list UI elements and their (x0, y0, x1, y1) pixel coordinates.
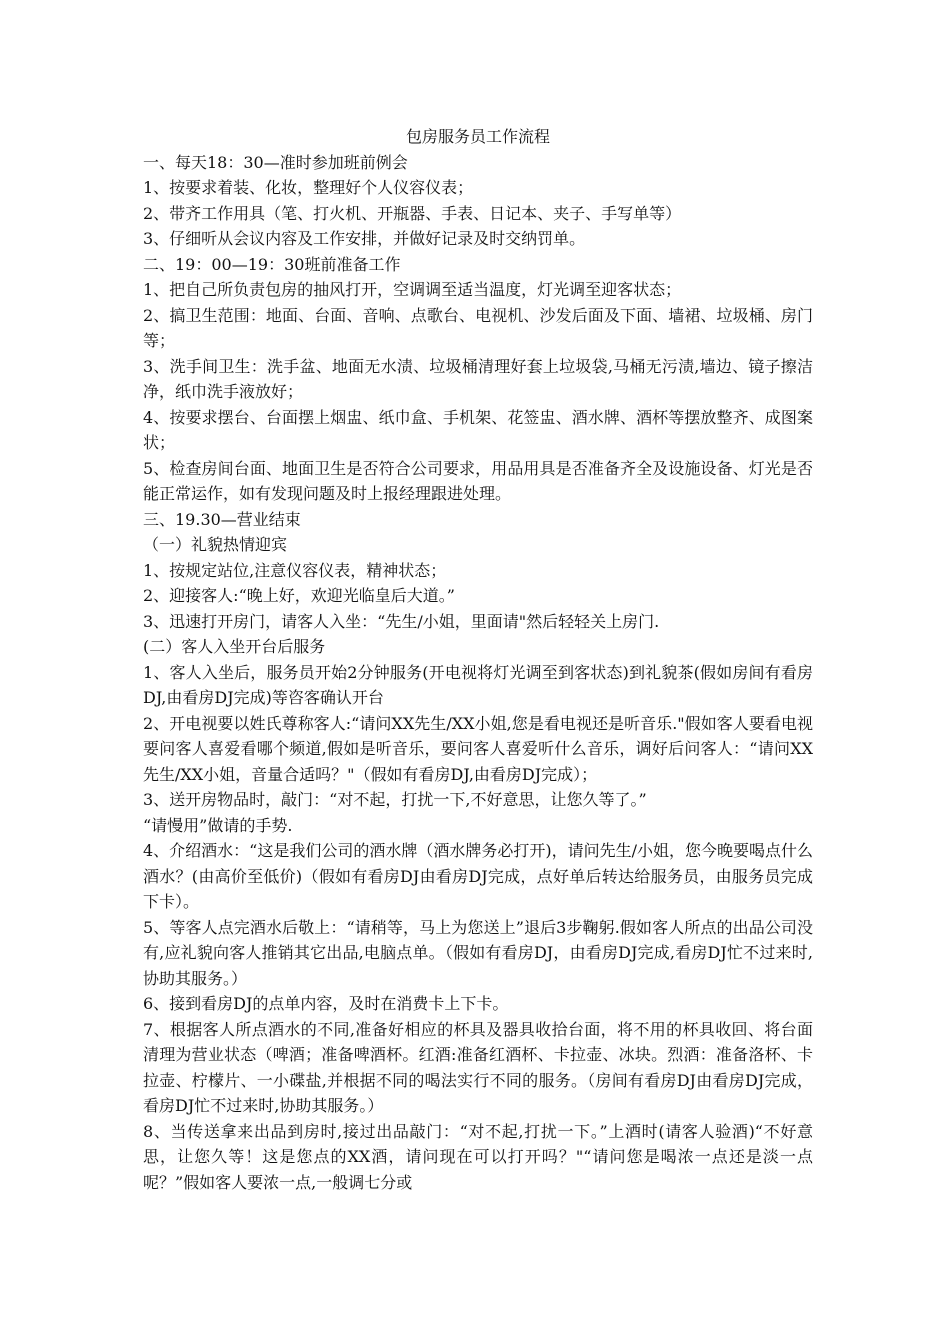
section-heading: 二、19：00—19：30班前准备工作 (143, 254, 401, 274)
paragraph: 3、迅速打开房门，请客人入坐：“先生/小姐，里面请"然后轻轻关上房门. (143, 611, 660, 631)
paragraph: 6、接到看房DJ的点单内容，及时在消费卡上下卡。 (143, 994, 509, 1013)
subsection-heading: (二）客人入坐开台后服务 (143, 637, 326, 656)
paragraph: 8、当传送拿来出品到房时,接过出品敲门：“对不起,打扰一下。”上酒时(请客人验酒)“不好意思，让您久等！这是您点的XX酒，请问现在可以打开吗？"“请问您是喝浓一点还是淡一点呢？”假如客人要浓一点,一般调七分或 (143, 1121, 813, 1192)
subsection-heading: （一）礼貌热情迎宾 (143, 535, 288, 554)
document-page (143, 124, 813, 1195)
paragraph: 3、洗手间卫生：洗手盆、地面无水渍、垃圾桶清理好套上垃圾袋,马桶无污渍,墙边、镜子擦洁净，纸巾洗手液放好； (143, 356, 813, 401)
document-title: 包房服务员工作流程 (405, 127, 550, 146)
paragraph: 3、送开房物品时，敲门：“对不起，打扰一下,不好意思，让您久等了。” (143, 790, 647, 809)
document-body (143, 150, 813, 1196)
paragraph: 1、按要求着装、化妆，整理好个人仪容仪表； (143, 178, 474, 197)
section-heading: 三、19.30—营业结束 (143, 509, 301, 529)
paragraph: 7、根据客人所点酒水的不同,准备好相应的杯具及器具收拾台面，将不用的杯具收回、将台面清理为营业状态（啤酒；准备啤酒杯。红酒:准备红酒杯、卡拉壶、冰块。烈酒：准备洛杯、卡拉壶、柠檬片、一小碟盐,并根据不同的喝法实行不同的服务。（房间有看房DJ由看房DJ完成，看房DJ忙不过来时,协助其服务。） (143, 1019, 813, 1115)
paragraph: 4、介绍酒水：“这是我们公司的酒水牌（酒水牌务必打开)，请问先生/小姐，您今晚要喝点什么酒水？(由高价至低价)（假如有看房DJ由看房DJ完成，点好单后转达给服务员，由服务员完成下卡）。 (143, 841, 813, 911)
paragraph: 2、搞卫生范围：地面、台面、音响、点歌台、电视机、沙发后面及下面、墙裙、垃圾桶、房门等； (143, 305, 813, 350)
paragraph: 5、检查房间台面、地面卫生是否符合公司要求，用品用具是否准备齐全及设施设备、灯光是否能正常运作，如有发现问题及时上报经理跟进处理。 (143, 458, 813, 503)
paragraph: 5、等客人点完酒水后敬上：“请稍等，马上为您送上”退后3步鞠躬.假如客人所点的出品公司没有,应礼貌向客人推销其它出品,电脑点单。（假如有看房DJ，由看房DJ完成,看房DJ忙不过来时,协助其服务。） (143, 917, 813, 988)
paragraph: “请慢用”做请的手势. (143, 815, 293, 835)
paragraph: 3、仔细听从会议内容及工作安排，并做好记录及时交纳罚单。 (143, 229, 586, 248)
paragraph: 2、带齐工作用具（笔、打火机、开瓶器、手表、日记本、夹子、手写单等） (143, 203, 682, 223)
section-heading: 一、每天18：30—准时参加班前例会 (143, 152, 408, 172)
paragraph: 4、按要求摆台、台面摆上烟盅、纸巾盒、手机架、花签盅、酒水牌、酒杯等摆放整齐、成图案状； (143, 407, 813, 452)
paragraph: 2、开电视要以姓氏尊称客人:“请问XX先生/XX小姐,您是看电视还是听音乐."假如客人要看电视要问客人喜爱看哪个频道,假如是听音乐，要问客人喜爱听什么音乐，调好后问客人：“请问XX先生/XX小姐，音量合适吗？"（假如有看房DJ,由看房DJ完成）； (143, 713, 813, 784)
paragraph: 1、按规定站位,注意仪容仪表，精神状态； (143, 560, 447, 580)
paragraph: 2、迎接客人:“晚上好，欢迎光临皇后大道。” (143, 586, 455, 605)
paragraph: 1、客人入坐后，服务员开始2分钟服务(开电视将灯光调至到客状态)到礼貌茶(假如房间有看房DJ,由看房DJ完成)等咨客确认开台 (143, 662, 813, 707)
paragraph: 1、把自己所负责包房的抽风打开，空调调至适当温度，灯光调至迎客状态； (143, 280, 682, 299)
